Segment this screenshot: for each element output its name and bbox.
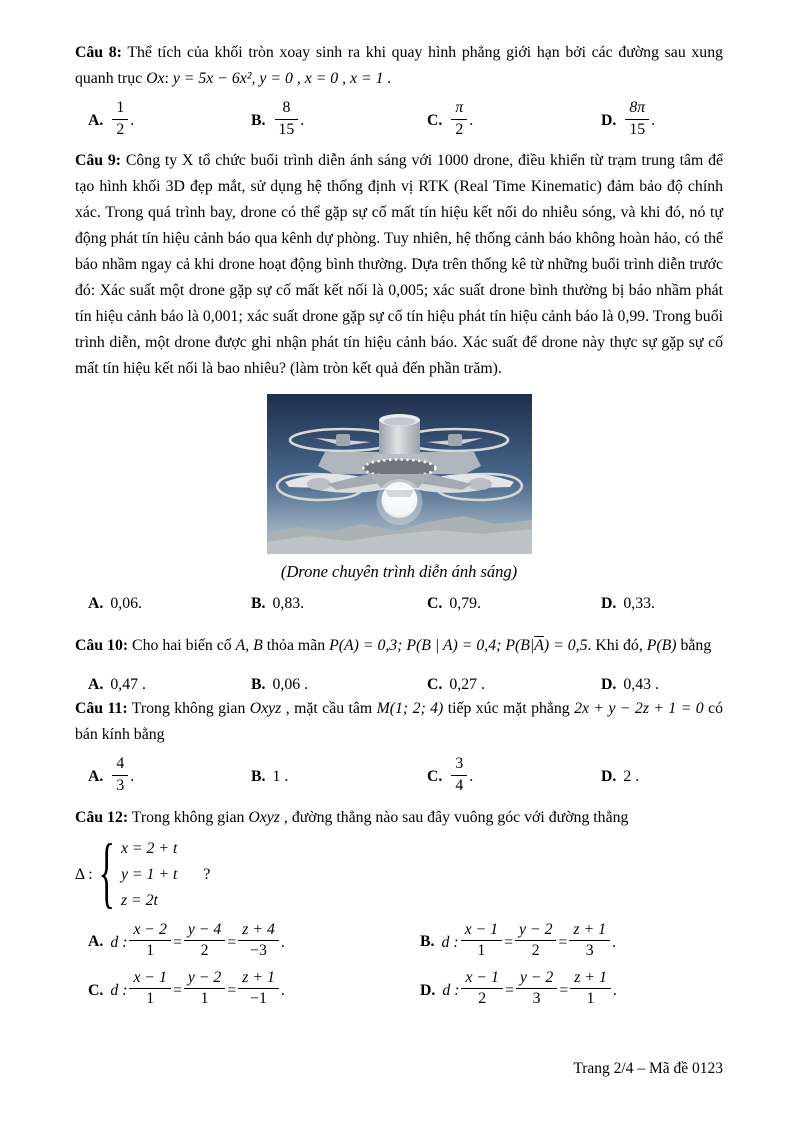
fraction: $\frac{z + 1}{1}$: [570, 969, 611, 1009]
answer-letter: D.: [601, 111, 617, 129]
answer-letter: A.: [88, 933, 104, 951]
question-11-body: Trong không gian: [127, 700, 250, 718]
question-mark: ?: [203, 865, 211, 883]
question-10-body4: bằng: [676, 637, 712, 655]
question-10-body: Cho hai biến cố: [128, 637, 236, 655]
question-8-colon: :: [164, 70, 173, 87]
question-11-label: Câu 11:: [75, 700, 128, 718]
answer-value: 0,43 .: [623, 676, 659, 694]
answer-suffix: .: [300, 111, 305, 129]
answer-value: 0,06.: [110, 595, 142, 613]
answer-letter: C.: [427, 111, 443, 129]
fraction: $\frac{1}{2}$: [112, 99, 128, 139]
answer-value: 0,47 .: [110, 676, 146, 694]
question-12-body: Trong không gian: [128, 808, 249, 826]
equals-sign: =: [504, 933, 513, 951]
answer-option-12c: [88, 968, 420, 1011]
page-footer: Trang 2/4 – Mã đề 0123: [573, 1060, 723, 1077]
answer-suffix: .: [130, 768, 135, 785]
answer-suffix: .: [651, 111, 656, 129]
system-eq-y: y = 1 + t: [120, 865, 178, 883]
question-10-pb: P(B): [646, 637, 677, 655]
question-10-abar: $\overline{A}$: [534, 637, 544, 655]
fraction: $\frac{z + 1}{-1}$: [238, 969, 279, 1009]
answer-value: 0,06 .: [272, 676, 309, 694]
question-11-oxyz: Oxyz: [249, 700, 282, 718]
answer-option-11b: [251, 768, 427, 786]
answer-suffix: .: [469, 768, 474, 785]
question-8-math: y = 5x − 6x², y = 0 , x = 0 , x = 1 .: [172, 70, 392, 87]
answer-letter: D.: [601, 768, 617, 786]
answer-option-8c: [427, 101, 601, 141]
answer-letter: B.: [251, 768, 266, 786]
answer-option-9d: [601, 595, 723, 613]
spacer: [75, 582, 723, 592]
drone-caption: (Drone chuyên trình diễn ánh sáng): [280, 562, 518, 582]
answer-option-9c: [427, 595, 601, 613]
fraction: $\frac{y - 4}{2}$: [184, 921, 225, 961]
answer-letter: B.: [251, 111, 266, 129]
answer-value: 1 .: [272, 768, 289, 786]
answer-letter: A.: [88, 768, 104, 785]
answer-value: 2 .: [623, 768, 640, 786]
question-10-text: [75, 629, 723, 663]
fraction: $\frac{z + 4}{-3}$: [238, 921, 279, 961]
equals-sign: =: [559, 981, 569, 999]
answer-option-11c: [427, 757, 601, 797]
answer-option-12d: [420, 968, 723, 1011]
question-10-answers: [75, 676, 723, 694]
fraction: $\frac{x - 1}{2}$: [461, 969, 502, 1009]
system-brace: {: [98, 829, 115, 917]
question-9-label: Câu 9:: [75, 152, 122, 170]
answer-option-10b: [251, 676, 427, 694]
fraction: $\frac{3}{4}$: [451, 755, 467, 795]
answer-letter: C.: [427, 768, 443, 785]
line-label: d :: [441, 933, 459, 951]
answer-option-10a: [88, 676, 251, 694]
question-10-math2: ) = 0,5: [543, 637, 588, 655]
spacer: [75, 663, 723, 673]
question-11-body2: , mặt cầu tâm: [281, 700, 377, 718]
question-9-body: Công ty X tổ chức buổi trình diễn ánh sáng với 1000 drone, điều khiển từ trạm trung tâm để tạo hình khối 3D đẹp mắt, sử dụng hệ thống định vị RTK (Real Time Kinematic) đảm bảo độ chính xác. Trong quá trình bay, drone có thể gặp sự cố mất tín hiệu kết nối do nhiễu sóng, và khi đó, nó tự động phát tín hiệu cảnh báo qua kênh dự phòng. Tuy nhiên, hệ thống cảnh báo không hoàn hảo, có thể báo nhầm ngay cả khi drone hoạt động bình thường. Dựa trên thống kê từ những buổi trình diễn trước đó: Xác suất một drone gặp sự cố mất kết nối là 0,005; xác suất drone bình thường bị báo nhầm phát tín hiệu cảnh báo là 0,001; xác suất drone gặp sự cố tín hiệu phát tín hiệu cảnh báo là 0,99. Trong buổi trình diễn, một drone được ghi nhận phát tín hiệu cảnh báo. Xác suất để drone này thực sự gặp sự cố mất tín hiệu kết nối là bao nhiêu? (làm tròn kết quả đến phần trăm).: [75, 152, 723, 378]
line-label: d :: [442, 981, 460, 999]
answer-suffix: .: [612, 981, 617, 999]
answer-option-11d: [601, 768, 723, 786]
answer-option-8a: [88, 101, 251, 141]
fraction: $\frac{y - 2}{3}$: [516, 969, 557, 1009]
equals-sign: =: [172, 981, 182, 999]
question-10-label: Câu 10:: [75, 637, 129, 655]
question-8-body: Thể tích của khối tròn xoay sinh ra khi quay hình phẳng giới hạn bởi các đường sau xung quanh trục: [75, 44, 723, 87]
page-content: [75, 40, 723, 1013]
drone-figure: [267, 394, 532, 582]
answer-letter: C.: [88, 981, 104, 999]
answer-option-8b: [251, 101, 427, 141]
equals-sign: =: [227, 981, 237, 999]
drone-image: [267, 394, 532, 554]
fraction: $\frac{y - 2}{2}$: [515, 921, 556, 961]
answer-letter: D.: [601, 676, 617, 694]
answer-suffix: .: [280, 933, 285, 951]
fraction: $\frac{x - 2}{1}$: [129, 921, 170, 961]
answer-option-11a: [88, 757, 251, 797]
answer-value: 0,83.: [272, 595, 305, 613]
answer-option-12a: [88, 920, 420, 963]
answer-option-10c: [427, 676, 601, 694]
fraction: $\frac{x - 1}{1}$: [129, 969, 170, 1009]
answer-suffix: .: [280, 981, 285, 999]
answer-suffix: .: [130, 111, 135, 129]
fraction: $\frac{z + 1}{3}$: [569, 921, 610, 961]
fraction: $\frac{4}{3}$: [112, 755, 128, 795]
question-9-answers: [75, 595, 723, 613]
answer-letter: B.: [251, 595, 266, 613]
question-10-math1: P(A) = 0,3; P(B | A) = 0,4; P(B|: [329, 637, 535, 655]
equals-sign: =: [172, 933, 182, 951]
question-8-axis: Ox: [146, 70, 165, 87]
question-12-body2: , đường thẳng nào sau đây vuông góc với đường thẳng: [279, 808, 629, 826]
answer-letter: B.: [420, 933, 435, 951]
question-9-text: [75, 148, 723, 382]
answer-option-8d: [601, 101, 723, 141]
answer-letter: A.: [88, 595, 104, 613]
delta-symbol: Δ :: [75, 865, 93, 883]
question-10-body3: . Khi đó,: [587, 637, 647, 655]
question-11-plane: 2x + y − 2z + 1 = 0: [574, 700, 704, 718]
answer-option-9a: [88, 595, 251, 613]
equals-sign: =: [558, 933, 568, 951]
answer-suffix: .: [469, 111, 474, 129]
answer-value: 0,27 .: [449, 676, 485, 694]
question-11-center: M(1; 2; 4): [376, 700, 444, 718]
question-8-answers: [75, 101, 723, 141]
line-label: d :: [110, 933, 128, 951]
answer-letter: B.: [251, 676, 266, 694]
answer-value: 0,33.: [623, 595, 655, 613]
question-8-label: Câu 8:: [75, 44, 122, 61]
fraction: $\frac{y - 2}{1}$: [184, 969, 225, 1009]
answer-option-9b: [251, 595, 427, 613]
question-11-body4: có bán kính bằng: [75, 700, 724, 744]
question-8-text: [75, 40, 723, 92]
question-10-events: A, B: [235, 637, 263, 655]
answer-letter: C.: [427, 676, 443, 694]
question-11-body3: tiếp xúc mặt phẳng: [443, 700, 575, 718]
answer-suffix: .: [612, 933, 616, 951]
answer-letter: C.: [427, 595, 443, 613]
answer-letter: A.: [88, 111, 104, 129]
fraction: $\frac{x - 1}{1}$: [461, 921, 502, 961]
equals-sign: =: [227, 933, 237, 951]
equals-sign: =: [504, 981, 514, 999]
question-12-oxyz: Oxyz: [248, 808, 280, 826]
answer-option-10d: [601, 676, 723, 694]
fraction: $\frac{8}{15}$: [275, 99, 299, 139]
question-12-label: Câu 12:: [75, 808, 129, 826]
answer-letter: A.: [88, 676, 104, 694]
question-10-body2: thỏa mãn: [262, 637, 330, 655]
answer-option-12b: [420, 920, 723, 963]
line-label: d :: [110, 981, 128, 999]
spacer: [75, 615, 723, 629]
question-11-text: [75, 696, 723, 748]
fraction: $\frac{8\pi}{15}$: [625, 99, 649, 139]
question-11-answers: [75, 757, 723, 797]
system-eq-x: x = 2 + t: [120, 839, 178, 857]
answer-value: 0,79.: [449, 595, 481, 613]
question-12-system: [75, 829, 723, 917]
question-12-text: [75, 805, 723, 831]
system-eq-z: z = 2t: [120, 891, 158, 909]
answer-letter: D.: [420, 981, 436, 999]
fraction: $\frac{\pi}{2}$: [451, 99, 467, 139]
system-equations: [121, 836, 177, 914]
answer-letter: D.: [601, 595, 617, 613]
question-12-answers: [75, 920, 723, 1012]
